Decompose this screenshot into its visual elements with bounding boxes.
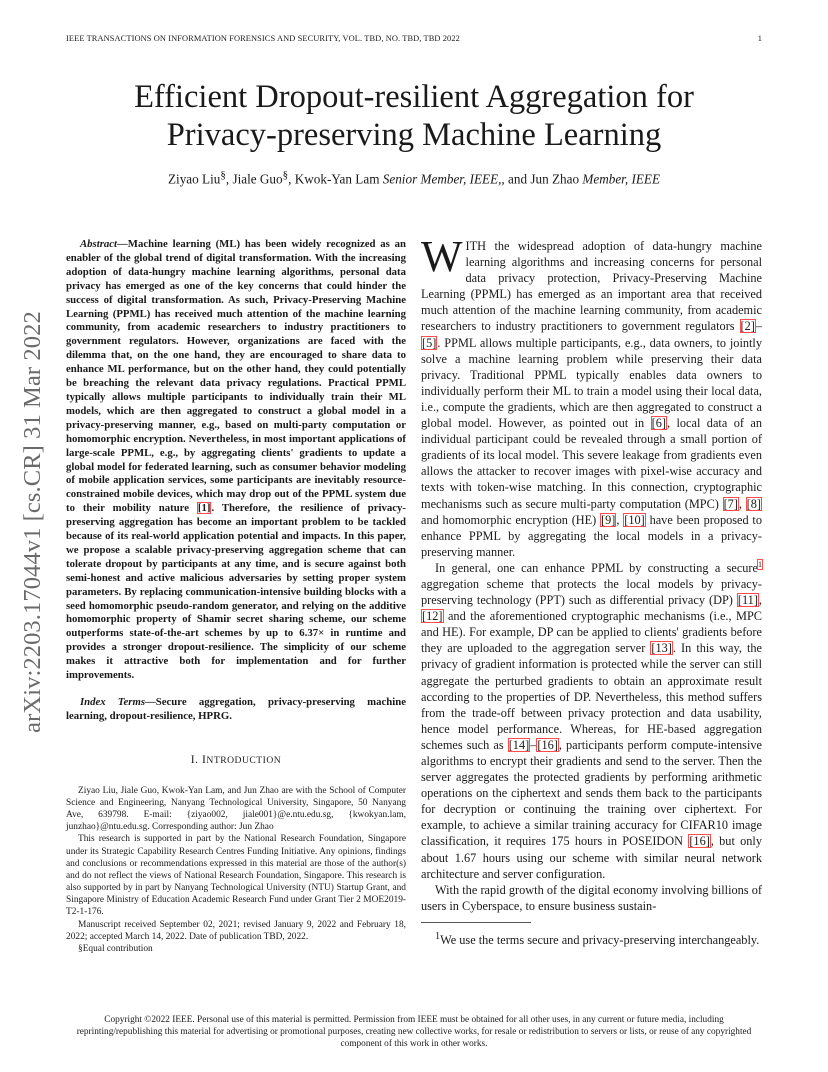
footnote-paragraph: §Equal contribution [78, 943, 153, 954]
author-name: Jiale Guo [232, 171, 283, 187]
footnote-paragraph: Ziyao Liu, Jiale Guo, Kwok-Yan Lam, and Jun Zhao are with the School of Computer Science and Engineering, Nanyang Technological University, Singapore, 50 Nanyang Ave, 639798. E-mail: {ziyao002, jiale001}@e.ntu.edu.sg, {kwokyan.lam, junzhao}@ntu.edu.sg. Corresponding author: Jun Zhao [66, 785, 406, 833]
footnote-rule [421, 922, 760, 948]
page-number: 1 [757, 34, 762, 43]
paper-title [66, 78, 762, 154]
abstract: Abstract—Machine learning (ML) has been widely recognized as an enabler of the global trend of digital transformation. With the increasing adoption of data-hungry machine learning algorithms, personal data privacy has emerged as one of the key concerns that could hinder the success of digital transformation. As such, Privacy-Preserving Machine Learning (PPML) has received much attention of the machine learning community, from academic researchers to industry practitioners to government regulators. However, organizations are faced with the dilemma that, on the one hand, they are encouraged to share data to enhance ML performance, but on the other hand, they could potentially be breaching the relevant data privacy regulations. Practical PPML typically allows multiple participants to individually train their ML models, which are then aggregated to construct a global model in a privacy-preserving manner, e.g., based on multi-party computation or homomorphic encryption. Nevertheless, in most important applications of large-scale PPML, e.g., by aggregating clients' gradients to update a global model for federated learning, such as consumer behavior modeling of mobile application services, some participants are inevitably resource-constrained mobile devices, which may drop out of the PPML system due to their mobility nature [1]. Therefore, the resilience of privacy-preserving aggregation has become an important problem to be tackled because of its real-world application potential and impacts. In this paper, we propose a scalable privacy-preserving aggregation scheme that can tolerate dropout by participants at any time, and is secure against both semi-honest and active malicious adversaries by setting proper system parameters. By replacing communication-intensive building blocks with a seed homomorphic pseudo-random generator, and relying on the additive homomorphic property of Shamir secret sharing scheme, our scheme outperforms state-of-the-art schemes by up to 6.37× in runtime and provides a stronger dropout-resilience. The simplicity of our scheme makes it attractive both for implementation and for further improvements. [66, 238, 406, 682]
index-terms: Index Terms—Secure aggregation, privacy-preserving machine learning, dropout-resilience, HPRG. [66, 696, 406, 722]
author-name: , and Jun Zhao [501, 171, 580, 187]
section-heading: I. INTRODUCTION [190, 752, 282, 766]
citation-link[interactable]: [11] [737, 593, 758, 608]
equal-contribution-mark: § [220, 169, 226, 181]
citation-link[interactable]: [16] [689, 834, 710, 849]
arxiv-sidebar [18, 282, 48, 762]
citation-link[interactable]: [7] [723, 496, 738, 511]
citation-link[interactable]: [13] [651, 641, 672, 656]
index-terms-label: Index Terms— [80, 696, 156, 708]
citation-link[interactable]: [12] [422, 609, 443, 624]
footnote-paragraph: Manuscript received September 02, 2021; revised January 9, 2022 and February 18, 2022; accepted March 14, 2022. Date of publication TBD, 2022. [66, 919, 406, 942]
citation-link[interactable]: [16] [537, 737, 558, 752]
journal-header: IEEE TRANSACTIONS ON INFORMATION FORENSICS AND SECURITY, VOL. TBD, NO. TBD, TBD 2022 [66, 34, 460, 43]
copyright-notice: Copyright ©2022 IEEE. Personal use of this material is permitted. Permission from IEEE must be obtained for all other uses, in any current or future media, including reprinting/republishing this material for advertising or promotional purposes, creating new collective works, for resale or redistribution to servers or lists, or reuse of any copyrighted component of this work in other works. [76, 1015, 752, 1049]
body-paragraph: WITH the widespread adoption of data-hungry machine learning algorithms and increasing concerns for personal data privacy protection, Privacy-Preserving Machine Learning (PPML) has emerged as an important area that received much attention of the machine learning community, from academic researchers to industry practitioners to government regulators [2]–[5]. PPML allows multiple participants, e.g., data owners, to jointly solve a machine learning problem while preserving their data privacy. Traditional PPML typically enables data owners to individually perform their ML to train a model using their local data, i.e., compute the gradients, which are then aggregated to construct a global model. However, as pointed out in [6], local data of an individual participant could be revealed through a small portion of gradients of its local model. This severe leakage from gradients even allows the attacker to recover images with pixel-wise accuracy and texts with token-wise matching. In this connection, cryptographic mechanisms such as secure multi-party computation (MPC) [7], [8] and homomorphic encryption (HE) [9], [10] have been proposed to enhance PPML by aggregating the local models in a privacy-preserving manner. [421, 232, 762, 559]
title-line: Privacy-preserving Machine Learning [166, 117, 662, 153]
citation-link[interactable]: [9] [601, 512, 616, 527]
drop-cap: W [421, 232, 463, 281]
citation-link[interactable]: [5] [422, 335, 437, 350]
equal-contribution-mark: § [282, 169, 289, 181]
running-head [66, 34, 762, 48]
citation-link[interactable]: [1] [197, 502, 211, 515]
arxiv-identifier[interactable]: arXiv:2203.17044v1 [cs.CR] 31 Mar 2022 [19, 311, 46, 733]
body-paragraph: With the rapid growth of the digital economy involving billions of users in Cyberspace, to ensure business sustain- [421, 882, 762, 913]
member-title: Member, IEEE [582, 171, 661, 187]
citation-link[interactable]: [10] [624, 512, 645, 527]
footnote-text: $^1$We use the terms secure and privacy-preserving interchangeably. [435, 930, 760, 948]
citation-link[interactable]: [2] [740, 319, 755, 334]
title-line: Efficient Dropout-resilient Aggregation for [134, 79, 694, 115]
citation-link[interactable]: [6] [651, 416, 666, 431]
right-column [421, 232, 762, 948]
affiliation-footnotes [66, 785, 406, 955]
author-name: Ziyao Liu [167, 171, 221, 187]
citation-link[interactable]: [8] [746, 496, 761, 511]
citation-link[interactable]: [14] [508, 737, 530, 752]
abstract-label: Abstract— [80, 238, 128, 250]
member-title: Senior Member, IEEE, [382, 171, 502, 187]
left-column [66, 238, 406, 955]
author-name: Kwok-Yan Lam [294, 171, 380, 187]
author-list: Ziyao Liu§, Jiale Guo§, Kwok-Yan Lam Senior Member, IEEE,, and Jun Zhao Member, IEEE [167, 169, 661, 187]
footnote-link[interactable]: 1 [758, 559, 762, 569]
footnote-paragraph: This research is supported in part by the National Research Foundation, Singapore under its Strategic Capability Research Centres Funding Initiative. Any opinions, findings and conclusions or recommendations expressed in this material are those of the author(s) and do not reflect the views of National Research Foundation, Singapore. This research is also supported by in part by Nanyang Technological University (NTU) Startup Grant, and Singapore Ministry of Education Academic Research Fund under Grant Tier 2 MOE2019-T2-1-176. [66, 834, 406, 918]
body-paragraph: In general, one can enhance PPML by constructing a secure$^1$ aggregation scheme that protects the local models by privacy-preserving technology (PPT) such as differential privacy (DP) [11], [12] and the aforementioned cryptographic mechanisms (i.e., MPC and HE). For example, DP can be applied to clients' gradients before they are uploaded to the aggregation server [13]. In this way, the privacy of gradient information is protected while the server can still aggregate the perturbed gradients to obtain an approximate result according to the properties of DP. Nevertheless, this method suffers from the trade-off between privacy protection and data usability, hence model performance. Whereas, for HE-based aggregation schemes such as [14]–[16], participants perform compute-intensive algorithms to encrypt their gradients and send to the server. Then the server aggregates the protected gradients by performing arithmetic operations on the ciphertext and sends them back to the participants for decryption or continuing the training over ciphertext. For example, to achieve a similar training accuracy for CIFAR10 image classification, it requires 175 hours in POSEIDON [16], but only about 1.67 hours using our scheme with similar neural network architecture and server configuration. [421, 559, 762, 881]
